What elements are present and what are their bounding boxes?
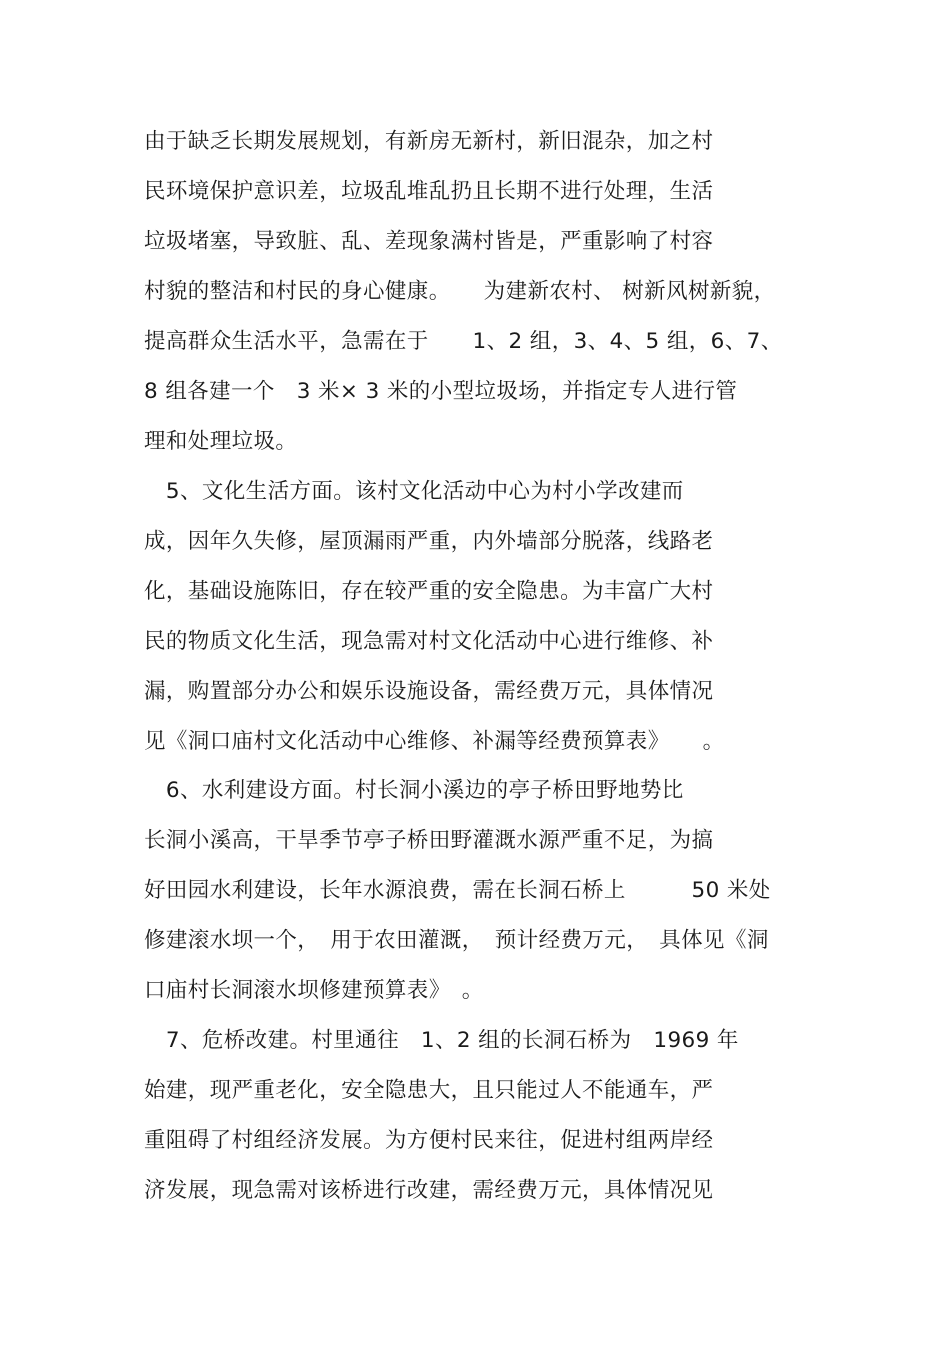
text-line: 化，基础设施陈旧，存在较严重的安全隐患。为丰富广大村 [144,579,714,604]
text-line: 见《洞口庙村文化活动中心维修、补漏等经费预算表》 。 [144,729,725,754]
paragraph-start-line: 7、危桥改建。村里通往 1、2 组的长洞石桥为 1969 年 [144,1028,739,1053]
paragraph-start-line: 6、水利建设方面。村长洞小溪边的亭子桥田野地势比 [144,778,684,803]
text-line: 8 组各建一个 3 米× 3 米的小型垃圾场，并指定专人进行管 [144,379,738,404]
text-line: 口庙村长洞滚水坝修建预算表》 。 [144,978,484,1003]
text-line: 由于缺乏长期发展规划，有新房无新村，新旧混杂，加之村 [144,129,714,154]
text-line: 始建，现严重老化，安全隐患大，且只能过人不能通车，严 [144,1078,714,1103]
text-line: 民的物质文化生活，现急需对村文化活动中心进行维修、补 [144,629,714,654]
text-line: 漏，购置部分办公和娱乐设施设备，需经费万元，具体情况 [144,679,714,704]
paragraph-start-line: 5、文化生活方面。该村文化活动中心为村小学改建而 [144,479,684,504]
text-line: 长洞小溪高，干旱季节亭子桥田野灌溉水源严重不足，为搞 [144,828,714,853]
text-line: 重阻碍了村组经济发展。为方便村民来往，促进村组两岸经 [144,1128,714,1153]
text-line: 理和处理垃圾。 [144,429,298,454]
text-line: 提高群众生活水平，急需在于 1、2 组，3、4、5 组，6、7、 [144,329,783,354]
text-line: 好田园水利建设，长年水源浪费，需在长洞石桥上 50 米处 [144,878,771,903]
text-line: 垃圾堵塞，导致脏、乱、差现象满村皆是，严重影响了村容 [144,229,714,254]
text-line: 修建滚水坝一个， 用于农田灌溉， 预计经费万元， 具体见《洞 [144,928,769,953]
text-line: 民环境保护意识差，垃圾乱堆乱扔且长期不进行处理，生活 [144,179,714,204]
text-line: 成，因年久失修，屋顶漏雨严重，内外墙部分脱落，线路老 [144,529,714,554]
text-line: 村貌的整洁和村民的身心健康。 为建新农村、 树新风树新貌， [144,279,776,304]
text-line: 济发展，现急需对该桥进行改建，需经费万元，具体情况见 [144,1178,714,1203]
